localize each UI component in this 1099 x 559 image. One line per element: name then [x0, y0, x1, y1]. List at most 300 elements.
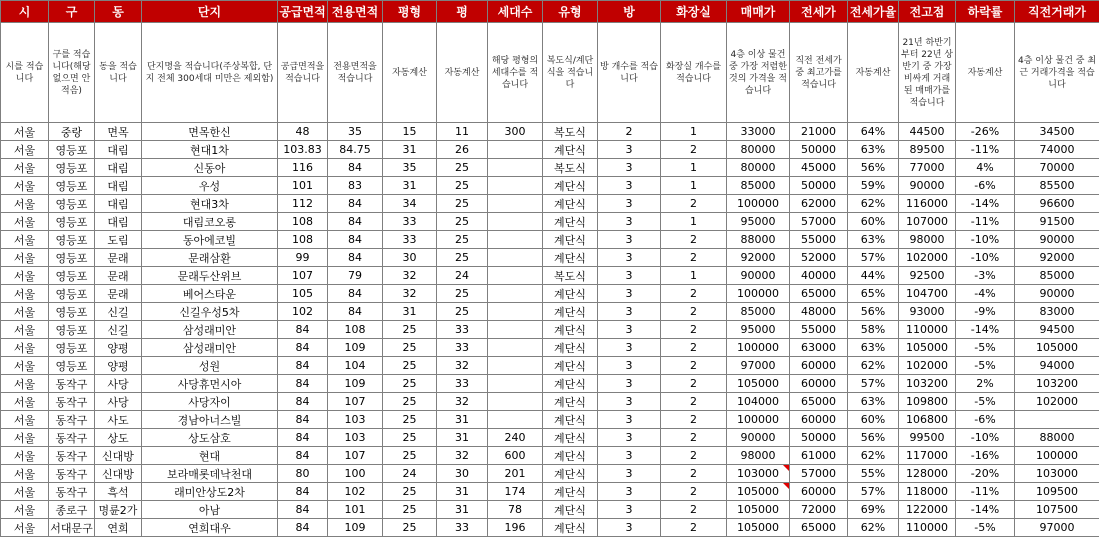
table-cell[interactable]: 62%	[848, 195, 899, 213]
table-cell[interactable]: 100000	[727, 285, 790, 303]
column-description[interactable]: 해당 평형의 세대수를 적습니다	[488, 23, 543, 123]
table-cell[interactable]: 문래	[95, 249, 142, 267]
table-cell[interactable]: 107	[328, 447, 383, 465]
table-cell[interactable]: -6%	[956, 411, 1015, 429]
table-cell[interactable]: 32	[437, 357, 488, 375]
table-cell[interactable]: 33	[383, 213, 437, 231]
table-cell[interactable]: 복도식	[543, 159, 598, 177]
table-cell[interactable]: -11%	[956, 213, 1015, 231]
table-cell[interactable]: 25	[437, 285, 488, 303]
table-cell[interactable]: 서울	[1, 213, 49, 231]
table-cell[interactable]: 90000	[1015, 231, 1099, 249]
table-cell[interactable]: 65%	[848, 285, 899, 303]
table-cell[interactable]: -3%	[956, 267, 1015, 285]
table-cell[interactable]	[488, 357, 543, 375]
table-cell[interactable]: 63000	[790, 339, 848, 357]
table-cell[interactable]: 2	[661, 519, 727, 537]
table-cell[interactable]: 동작구	[49, 429, 95, 447]
table-cell[interactable]: 107	[278, 267, 328, 285]
table-cell[interactable]: -16%	[956, 447, 1015, 465]
table-cell[interactable]: 계단식	[543, 195, 598, 213]
table-cell[interactable]: 24	[383, 465, 437, 483]
table-cell[interactable]: 50000	[790, 177, 848, 195]
table-cell[interactable]: 문래	[95, 285, 142, 303]
table-cell[interactable]: 40000	[790, 267, 848, 285]
table-cell[interactable]: -4%	[956, 285, 1015, 303]
table-cell[interactable]: 3	[598, 213, 661, 231]
table-cell[interactable]: 100000	[727, 195, 790, 213]
table-cell[interactable]: 62000	[790, 195, 848, 213]
table-cell[interactable]: 3	[598, 159, 661, 177]
table-cell[interactable]: 102000	[1015, 393, 1099, 411]
table-cell[interactable]	[488, 285, 543, 303]
table-cell[interactable]: 25	[437, 231, 488, 249]
table-cell[interactable]: 영등포	[49, 195, 95, 213]
table-cell[interactable]: 25	[437, 213, 488, 231]
table-cell[interactable]: 63%	[848, 231, 899, 249]
table-cell[interactable]: 103.83	[278, 141, 328, 159]
table-cell[interactable]: 동아에코빌	[142, 231, 278, 249]
table-cell[interactable]: 84	[328, 159, 383, 177]
table-cell[interactable]: 25	[437, 249, 488, 267]
table-cell[interactable]: 신길	[95, 303, 142, 321]
table-cell[interactable]: 2	[661, 285, 727, 303]
table-cell[interactable]: -11%	[956, 483, 1015, 501]
column-header[interactable]: 직전거래가	[1015, 1, 1099, 23]
column-description[interactable]: 자동계산	[437, 23, 488, 123]
table-cell[interactable]: 34500	[1015, 123, 1099, 141]
table-cell[interactable]: 계단식	[543, 213, 598, 231]
table-cell[interactable]: 현대1차	[142, 141, 278, 159]
table-cell[interactable]: 69%	[848, 501, 899, 519]
table-cell[interactable]: 2	[661, 501, 727, 519]
column-description[interactable]: 방 개수를 적습니다	[598, 23, 661, 123]
table-cell[interactable]: 84	[278, 393, 328, 411]
table-cell[interactable]: 74000	[1015, 141, 1099, 159]
table-cell[interactable]: 신대방	[95, 447, 142, 465]
table-cell[interactable]: 84	[328, 285, 383, 303]
table-cell[interactable]: 84	[328, 195, 383, 213]
table-cell[interactable]: 80	[278, 465, 328, 483]
table-cell[interactable]: 2	[598, 123, 661, 141]
table-cell[interactable]: -5%	[956, 339, 1015, 357]
table-cell[interactable]: 사도	[95, 411, 142, 429]
column-header[interactable]: 전용면적	[328, 1, 383, 23]
table-cell[interactable]: -14%	[956, 195, 1015, 213]
table-cell[interactable]: 98000	[727, 447, 790, 465]
table-cell[interactable]: -5%	[956, 393, 1015, 411]
table-cell[interactable]: 101	[278, 177, 328, 195]
table-cell[interactable]: 102	[328, 483, 383, 501]
table-cell[interactable]: -10%	[956, 231, 1015, 249]
table-cell[interactable]: 서울	[1, 177, 49, 195]
table-cell[interactable]: 103000	[1015, 465, 1099, 483]
table-cell[interactable]: 84.75	[328, 141, 383, 159]
table-cell[interactable]	[488, 159, 543, 177]
table-cell[interactable]: 영등포	[49, 141, 95, 159]
table-cell[interactable]: 영등포	[49, 249, 95, 267]
table-cell[interactable]: 55000	[790, 321, 848, 339]
table-cell[interactable]: 서울	[1, 267, 49, 285]
table-cell[interactable]: 100000	[727, 339, 790, 357]
table-cell[interactable]: 25	[383, 411, 437, 429]
table-cell[interactable]: 112	[278, 195, 328, 213]
table-cell[interactable]: 면목한신	[142, 123, 278, 141]
column-description[interactable]: 화장실 개수를 적습니다	[661, 23, 727, 123]
table-cell[interactable]: 96600	[1015, 195, 1099, 213]
table-cell[interactable]: 30	[437, 465, 488, 483]
table-cell[interactable]: 영등포	[49, 231, 95, 249]
table-cell[interactable]: 65000	[790, 519, 848, 537]
table-cell[interactable]: 31	[437, 483, 488, 501]
table-cell[interactable]: 계단식	[543, 141, 598, 159]
column-description[interactable]: 자동계산	[848, 23, 899, 123]
table-cell[interactable]: 84	[278, 447, 328, 465]
table-cell[interactable]: 92000	[727, 249, 790, 267]
table-cell[interactable]: 서울	[1, 465, 49, 483]
table-cell[interactable]: 62%	[848, 357, 899, 375]
table-cell[interactable]: 1	[661, 159, 727, 177]
table-cell[interactable]: 2	[661, 465, 727, 483]
table-cell[interactable]: 33000	[727, 123, 790, 141]
table-cell[interactable]: 31	[383, 141, 437, 159]
table-cell[interactable]: 서울	[1, 429, 49, 447]
table-cell[interactable]: -26%	[956, 123, 1015, 141]
table-cell[interactable]: 174	[488, 483, 543, 501]
table-cell[interactable]: 110000	[899, 519, 956, 537]
table-cell[interactable]: 107000	[899, 213, 956, 231]
table-cell[interactable]: 서울	[1, 321, 49, 339]
table-cell[interactable]: 100	[328, 465, 383, 483]
table-cell[interactable]: 25	[437, 195, 488, 213]
column-description[interactable]: 공급면적을 적습니다	[278, 23, 328, 123]
table-cell[interactable]: 2%	[956, 375, 1015, 393]
table-cell[interactable]: 문래	[95, 267, 142, 285]
table-cell[interactable]: 계단식	[543, 519, 598, 537]
table-cell[interactable]: 84	[278, 483, 328, 501]
table-cell[interactable]: 서울	[1, 231, 49, 249]
table-cell[interactable]: -10%	[956, 249, 1015, 267]
table-cell[interactable]: 25	[383, 375, 437, 393]
table-cell[interactable]: 영등포	[49, 267, 95, 285]
table-cell[interactable]: 현대	[142, 447, 278, 465]
table-cell[interactable]: 88000	[1015, 429, 1099, 447]
table-cell[interactable]: 118000	[899, 483, 956, 501]
table-cell[interactable]: 사당	[95, 375, 142, 393]
table-cell[interactable]: 59%	[848, 177, 899, 195]
table-cell[interactable]: 서울	[1, 249, 49, 267]
column-header[interactable]: 전고점	[899, 1, 956, 23]
table-cell[interactable]: 56%	[848, 429, 899, 447]
table-cell[interactable]: 25	[383, 393, 437, 411]
table-cell[interactable]: 서울	[1, 141, 49, 159]
table-cell[interactable]: 100000	[727, 411, 790, 429]
table-cell[interactable]: 122000	[899, 501, 956, 519]
table-cell[interactable]: 21000	[790, 123, 848, 141]
table-cell[interactable]: 계단식	[543, 447, 598, 465]
table-cell[interactable]: 105000	[727, 483, 790, 501]
table-cell[interactable]: 84	[328, 303, 383, 321]
table-cell[interactable]: 영등포	[49, 357, 95, 375]
table-cell[interactable]: 중랑	[49, 123, 95, 141]
table-cell[interactable]: 2	[661, 303, 727, 321]
table-cell[interactable]: 95000	[727, 213, 790, 231]
table-cell[interactable]: 서울	[1, 411, 49, 429]
table-cell[interactable]: 109	[328, 375, 383, 393]
table-cell[interactable]: 52000	[790, 249, 848, 267]
table-cell[interactable]: 31	[437, 411, 488, 429]
table-cell[interactable]: 85000	[727, 177, 790, 195]
table-cell[interactable]: 25	[437, 303, 488, 321]
table-cell[interactable]: 78	[488, 501, 543, 519]
table-cell[interactable]: 복도식	[543, 267, 598, 285]
table-cell[interactable]: 계단식	[543, 465, 598, 483]
table-cell[interactable]: 사당자이	[142, 393, 278, 411]
table-cell[interactable]: 60000	[790, 483, 848, 501]
table-cell[interactable]: 25	[437, 177, 488, 195]
table-cell[interactable]: 삼성래미안	[142, 321, 278, 339]
table-cell[interactable]: 계단식	[543, 411, 598, 429]
table-cell[interactable]: 90000	[727, 429, 790, 447]
table-cell[interactable]: -5%	[956, 357, 1015, 375]
table-cell[interactable]: 65000	[790, 393, 848, 411]
table-cell[interactable]: 2	[661, 195, 727, 213]
table-cell[interactable]: 57000	[790, 465, 848, 483]
table-cell[interactable]: 109500	[1015, 483, 1099, 501]
table-cell[interactable]: 84	[278, 519, 328, 537]
column-description[interactable]: 4층 이상 물건 중 가장 저렴한 것의 가격을 적습니다	[727, 23, 790, 123]
table-cell[interactable]: 동작구	[49, 411, 95, 429]
table-cell[interactable]: 93000	[899, 303, 956, 321]
table-cell[interactable]: 104	[328, 357, 383, 375]
table-cell[interactable]: 90000	[727, 267, 790, 285]
table-cell[interactable]	[488, 213, 543, 231]
table-cell[interactable]: 대림코오롱	[142, 213, 278, 231]
table-cell[interactable]: 196	[488, 519, 543, 537]
column-header[interactable]: 공급면적	[278, 1, 328, 23]
table-cell[interactable]: 서울	[1, 159, 49, 177]
table-cell[interactable]: 1	[661, 123, 727, 141]
table-cell[interactable]: 99500	[899, 429, 956, 447]
table-cell[interactable]: 대림	[95, 177, 142, 195]
table-cell[interactable]: 3	[598, 501, 661, 519]
table-cell[interactable]: 2	[661, 231, 727, 249]
table-cell[interactable]: 35	[328, 123, 383, 141]
table-cell[interactable]: 64%	[848, 123, 899, 141]
table-cell[interactable]: 계단식	[543, 321, 598, 339]
table-cell[interactable]: 105000	[899, 339, 956, 357]
table-cell[interactable]: 600	[488, 447, 543, 465]
table-cell[interactable]: 99	[278, 249, 328, 267]
table-cell[interactable]: 50000	[790, 141, 848, 159]
column-header[interactable]: 평형	[383, 1, 437, 23]
table-cell[interactable]: -6%	[956, 177, 1015, 195]
column-header[interactable]: 전세가	[790, 1, 848, 23]
table-cell[interactable]: 60000	[790, 411, 848, 429]
table-cell[interactable]: 1	[661, 213, 727, 231]
table-cell[interactable]: 신대방	[95, 465, 142, 483]
table-cell[interactable]: 80000	[727, 141, 790, 159]
table-cell[interactable]: 84	[278, 429, 328, 447]
column-header[interactable]: 방	[598, 1, 661, 23]
column-header[interactable]: 하락률	[956, 1, 1015, 23]
table-cell[interactable]: 25	[437, 159, 488, 177]
table-cell[interactable]: 57%	[848, 375, 899, 393]
table-cell[interactable]: 동작구	[49, 375, 95, 393]
table-cell[interactable]: 대림	[95, 195, 142, 213]
table-cell[interactable]: 면목	[95, 123, 142, 141]
table-cell[interactable]: 109800	[899, 393, 956, 411]
table-cell[interactable]: 대림	[95, 141, 142, 159]
table-cell[interactable]: 4%	[956, 159, 1015, 177]
table-cell[interactable]: 91500	[1015, 213, 1099, 231]
table-cell[interactable]: 1	[661, 267, 727, 285]
table-cell[interactable]: 25	[383, 357, 437, 375]
table-cell[interactable]: 동작구	[49, 465, 95, 483]
table-cell[interactable]: 102	[278, 303, 328, 321]
table-cell[interactable]: 92000	[1015, 249, 1099, 267]
table-cell[interactable]: 26	[437, 141, 488, 159]
table-cell[interactable]: 85000	[1015, 267, 1099, 285]
table-cell[interactable]: 경남아너스빌	[142, 411, 278, 429]
column-header[interactable]: 평	[437, 1, 488, 23]
table-cell[interactable]: 현대3차	[142, 195, 278, 213]
table-cell[interactable]: 56%	[848, 159, 899, 177]
table-cell[interactable]: 3	[598, 321, 661, 339]
table-cell[interactable]: 동작구	[49, 483, 95, 501]
table-cell[interactable]: 서울	[1, 195, 49, 213]
table-cell[interactable]: 신길우성5차	[142, 303, 278, 321]
table-cell[interactable]: 85500	[1015, 177, 1099, 195]
table-cell[interactable]: 계단식	[543, 231, 598, 249]
table-cell[interactable]	[488, 303, 543, 321]
table-cell[interactable]: 57%	[848, 483, 899, 501]
table-cell[interactable]: 60%	[848, 213, 899, 231]
table-cell[interactable]: 서울	[1, 339, 49, 357]
table-cell[interactable]: 계단식	[543, 375, 598, 393]
table-cell[interactable]	[488, 339, 543, 357]
table-cell[interactable]: 도림	[95, 231, 142, 249]
table-cell[interactable]: 3	[598, 339, 661, 357]
table-cell[interactable]	[488, 249, 543, 267]
table-cell[interactable]: 25	[383, 339, 437, 357]
table-cell[interactable]: 2	[661, 429, 727, 447]
table-cell[interactable]: 57000	[790, 213, 848, 231]
column-description[interactable]: 복도식/계단식을 적습니다	[543, 23, 598, 123]
table-cell[interactable]: 201	[488, 465, 543, 483]
table-cell[interactable]	[488, 177, 543, 195]
column-description[interactable]: 자동계산	[383, 23, 437, 123]
table-cell[interactable]: 서울	[1, 483, 49, 501]
table-cell[interactable]: 복도식	[543, 123, 598, 141]
table-cell[interactable]: 2	[661, 375, 727, 393]
table-cell[interactable]: 2	[661, 249, 727, 267]
table-cell[interactable]: 서울	[1, 375, 49, 393]
table-cell[interactable]: 33	[437, 519, 488, 537]
table-cell[interactable]: 3	[598, 447, 661, 465]
table-cell[interactable]: 84	[278, 411, 328, 429]
table-cell[interactable]: 연희	[95, 519, 142, 537]
table-cell[interactable]: 11	[437, 123, 488, 141]
column-header[interactable]: 구	[49, 1, 95, 23]
table-cell[interactable]: 2	[661, 393, 727, 411]
table-cell[interactable]: 102000	[899, 357, 956, 375]
table-cell[interactable]: 107	[328, 393, 383, 411]
table-cell[interactable]: 77000	[899, 159, 956, 177]
table-cell[interactable]: 300	[488, 123, 543, 141]
table-cell[interactable]: 32	[383, 285, 437, 303]
table-cell[interactable]: 1	[661, 177, 727, 195]
table-cell[interactable]: 3	[598, 357, 661, 375]
table-cell[interactable]: 상도삼호	[142, 429, 278, 447]
table-cell[interactable]	[488, 375, 543, 393]
table-cell[interactable]: 아남	[142, 501, 278, 519]
table-cell[interactable]: 삼성래미안	[142, 339, 278, 357]
table-cell[interactable]: 25	[383, 519, 437, 537]
table-cell[interactable]: 94500	[1015, 321, 1099, 339]
table-cell[interactable]: 32	[383, 267, 437, 285]
table-cell[interactable]: 97000	[1015, 519, 1099, 537]
table-cell[interactable]: 116000	[899, 195, 956, 213]
table-cell[interactable]: 2	[661, 447, 727, 465]
table-cell[interactable]: 55000	[790, 231, 848, 249]
table-cell[interactable]	[488, 195, 543, 213]
table-cell[interactable]: 48000	[790, 303, 848, 321]
table-cell[interactable]: 84	[328, 231, 383, 249]
table-cell[interactable]: 영등포	[49, 213, 95, 231]
table-cell[interactable]: 계단식	[543, 501, 598, 519]
table-cell[interactable]: 60000	[790, 375, 848, 393]
table-cell[interactable]: 사당	[95, 393, 142, 411]
table-cell[interactable]: 89500	[899, 141, 956, 159]
table-cell[interactable]: 3	[598, 195, 661, 213]
table-cell[interactable]: 33	[383, 231, 437, 249]
table-cell[interactable]: 2	[661, 483, 727, 501]
table-cell[interactable]: 84	[278, 321, 328, 339]
table-cell[interactable]: 서울	[1, 501, 49, 519]
table-cell[interactable]: 31	[437, 429, 488, 447]
table-cell[interactable]: 50000	[790, 429, 848, 447]
table-cell[interactable]: -11%	[956, 141, 1015, 159]
table-cell[interactable]: 57%	[848, 249, 899, 267]
table-cell[interactable]: 104000	[727, 393, 790, 411]
table-cell[interactable]: 30	[383, 249, 437, 267]
table-cell[interactable]: 양평	[95, 339, 142, 357]
table-cell[interactable]: 98000	[899, 231, 956, 249]
table-cell[interactable]: 80000	[727, 159, 790, 177]
table-cell[interactable]: 108	[278, 213, 328, 231]
column-description[interactable]: 단지명을 적습니다(주상복합, 단지 전체 300세대 미만은 제외함)	[142, 23, 278, 123]
table-cell[interactable]: 84	[278, 501, 328, 519]
table-cell[interactable]: 3	[598, 303, 661, 321]
table-cell[interactable]: 240	[488, 429, 543, 447]
table-cell[interactable]: 25	[383, 501, 437, 519]
table-cell[interactable]: 105000	[727, 501, 790, 519]
table-cell[interactable]: 영등포	[49, 159, 95, 177]
table-cell[interactable]: -9%	[956, 303, 1015, 321]
table-cell[interactable]: 58%	[848, 321, 899, 339]
table-cell[interactable]: 116	[278, 159, 328, 177]
table-cell[interactable]: 84	[278, 339, 328, 357]
table-cell[interactable]: 우성	[142, 177, 278, 195]
column-header[interactable]: 시	[1, 1, 49, 23]
table-cell[interactable]: 신길	[95, 321, 142, 339]
table-cell[interactable]: 문래두산위브	[142, 267, 278, 285]
column-header[interactable]: 매매가	[727, 1, 790, 23]
column-header[interactable]: 동	[95, 1, 142, 23]
table-cell[interactable]: 105000	[727, 375, 790, 393]
table-cell[interactable]: 흑석	[95, 483, 142, 501]
